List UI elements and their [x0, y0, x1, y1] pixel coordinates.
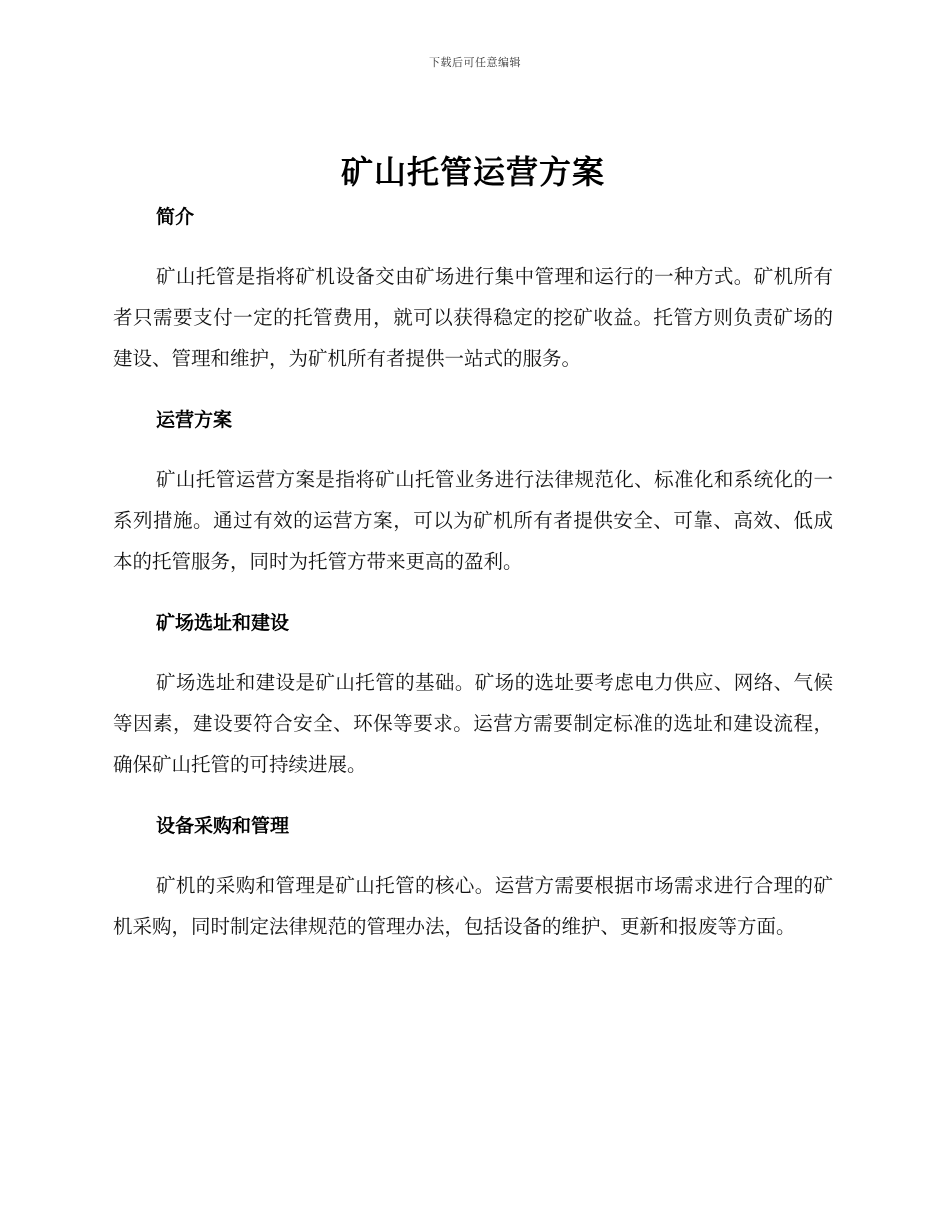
section-paragraph: 矿山托管运营方案是指将矿山托管业务进行法律规范化、标准化和系统化的一系列措施。通过有效的运营方案，可以为矿机所有者提供安全、可靠、高效、低成本的托管服务，同时为托管方带来更高的盈利。: [113, 468, 833, 573]
section-paragraph: 矿山托管是指将矿机设备交由矿场进行集中管理和运行的一种方式。矿机所有者只需要支付一定的托管费用，就可以获得稳定的挖矿收益。托管方则负责矿场的建设、管理和维护，为矿机所有者提供一站式的服务。: [113, 265, 833, 370]
section-paragraph: 矿场选址和建设是矿山托管的基础。矿场的选址要考虑电力供应、网络、气候等因素，建设要符合安全、环保等要求。运营方需要制定标准的选址和建设流程，确保矿山托管的可持续进展。: [113, 671, 833, 776]
section-intro: [113, 204, 833, 379]
section-heading: 简介: [156, 206, 195, 228]
section-operation-plan: [113, 407, 833, 582]
document-title: 矿山托管运营方案: [340, 153, 605, 191]
document-content: [113, 150, 833, 947]
section-paragraph: 矿机的采购和管理是矿山托管的核心。运营方需要根据市场需求进行合理的矿机采购，同时制定法律规范的管理办法，包括设备的维护、更新和报废等方面。: [113, 874, 833, 938]
section-site-selection: [113, 610, 833, 785]
section-equipment: [113, 813, 833, 947]
section-heading: 运营方案: [156, 409, 233, 431]
header-note: 下载后可任意编辑: [429, 56, 521, 69]
section-heading: 设备采购和管理: [156, 815, 290, 837]
section-heading: 矿场选址和建设: [156, 612, 290, 634]
